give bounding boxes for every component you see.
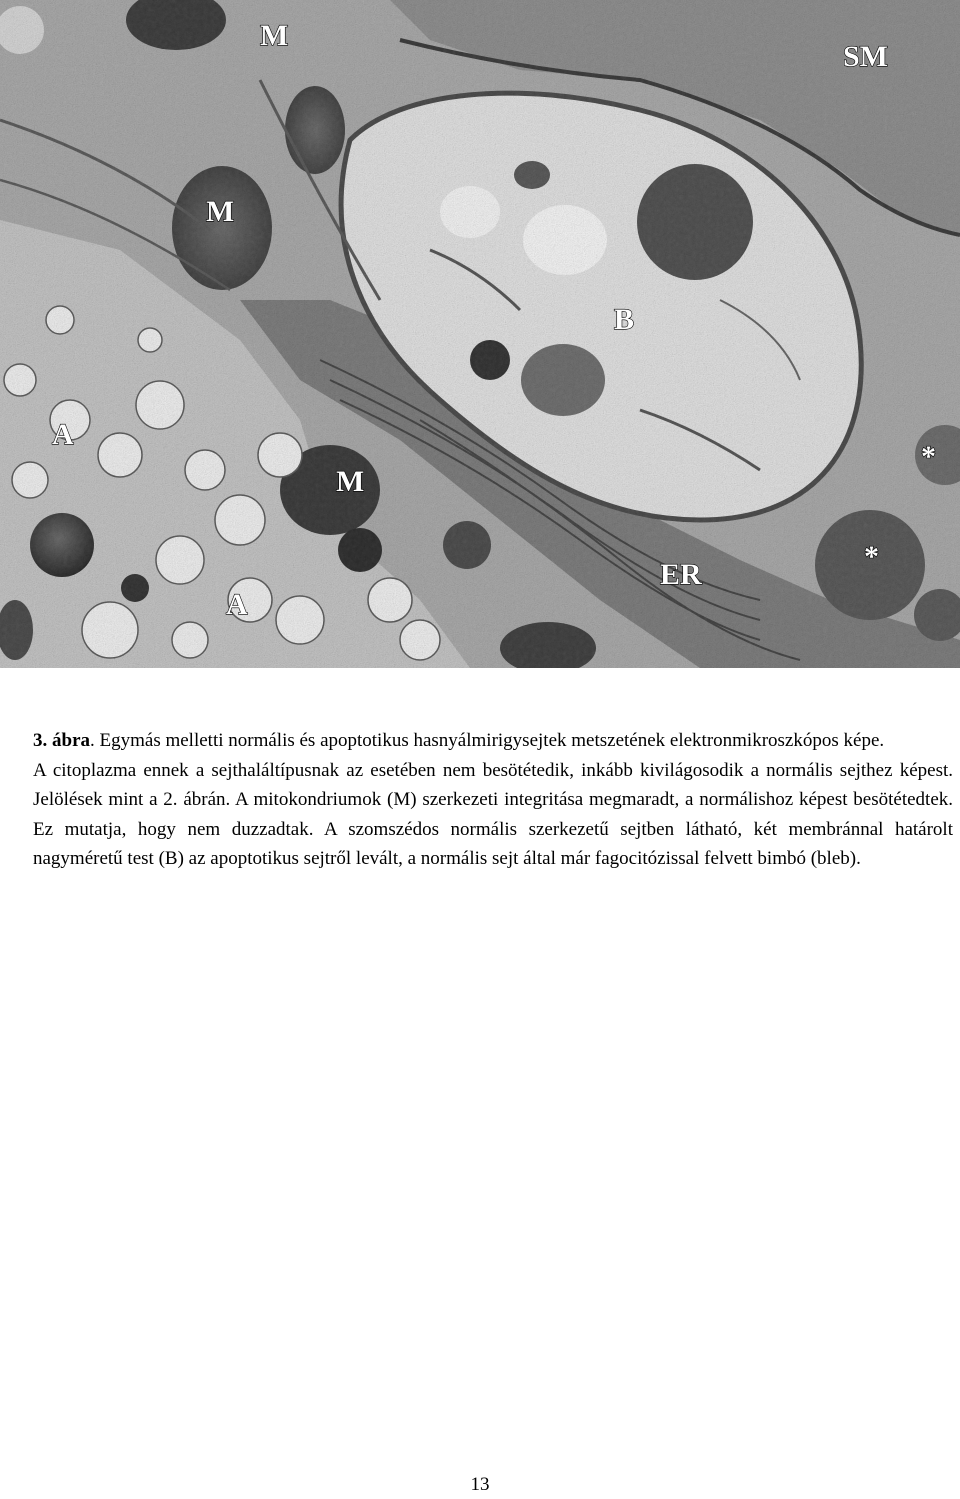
label-star-right: * <box>921 440 936 473</box>
label-m-center: M <box>336 465 365 498</box>
label-b: B <box>614 303 635 336</box>
caption-title <box>33 726 953 756</box>
figure-caption <box>33 726 953 874</box>
figure-number: 3. ábra <box>33 730 90 751</box>
caption-title-text: . Egymás melletti normális és apoptotikus hasnyálmirigysejtek metszetének elektronmikroszkópos képe. <box>90 730 885 751</box>
electron-micrograph <box>0 0 960 668</box>
label-m-left: M <box>206 195 235 228</box>
micrograph-image <box>0 0 960 668</box>
label-a-left: A <box>52 418 74 451</box>
page-number: 13 <box>470 1474 490 1495</box>
label-er: ER <box>660 558 702 591</box>
label-sm: SM <box>843 40 888 73</box>
label-a-lower: A <box>226 588 248 621</box>
label-m-top: M <box>260 19 289 52</box>
label-star-lower: * <box>864 540 879 573</box>
caption-body: A citoplazma ennek a sejthaláltípusnak az esetében nem besötétedik, inkább kivilágosodik a normális sejthez képest. Jelölések mint a 2. ábrán. A mitokondriumok (M) szerkezeti integritása megmaradt, a normálishoz képest besötétedtek. Ez mutatja, hogy nem duzzadtak. A szomszédos normális szerkezetű sejtben látható, két membránnal határolt nagyméretű test (B) az apoptotikus sejtről levált, a normális sejt által már fagocitózissal felvett bimbó (bleb). <box>33 759 953 870</box>
